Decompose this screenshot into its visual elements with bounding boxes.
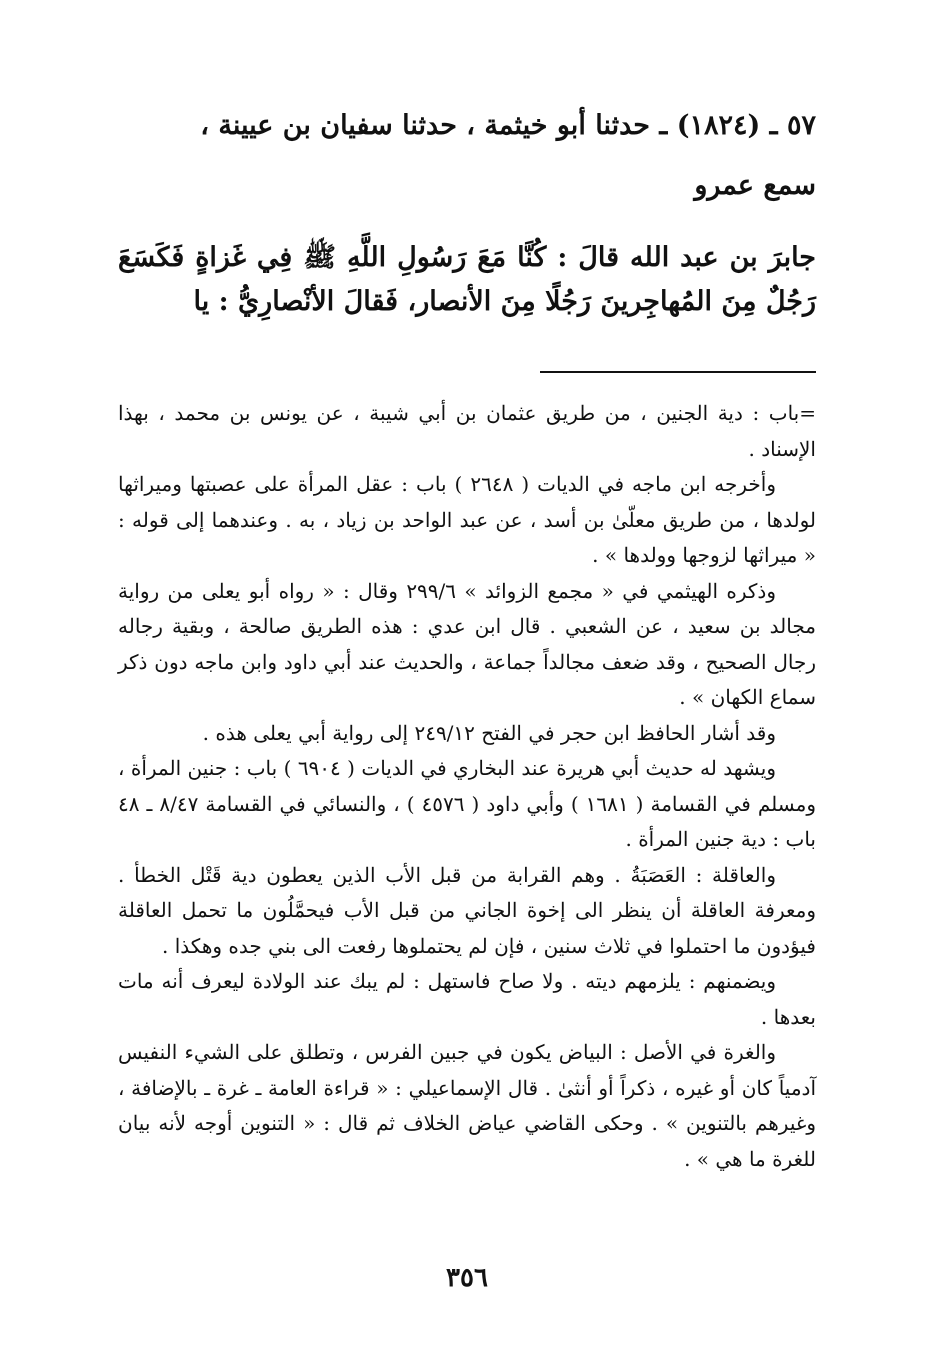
footnote-aqila: والعاقلة : العَصَبَةُ . وهم القرابة من قبل الأب الذين يعطون دية قَتْل الخطأ . ومعرفة العاقلة أن ينظر الى إخوة الجاني من قبل الأب فيحمَّلُون ما تحمل العاقلة فيؤدون ما احتملوا في ثلاث سنين ، فإن لم يحتملوها رفعت الى بني جده وهكذا . (118, 862, 816, 958)
footnote-witness: ويشهد له حديث أبي هريرة عند البخاري في الديات ( ٦٩٠٤ ) باب : جنين المرأة ، ومسلم في القسامة ( ١٦٨١ ) وأبي داود ( ٤٥٧٦ ) ، والنسائي في القسامة ٨/٤٧ ـ ٤٨ باب : دية جنين المرأة . (118, 756, 817, 851)
footnote-ghurra: والغرة في الأصل : البياض يكون في جبين الفرس ، وتطلق على الشيء النفيس آدمياً كان أو غيره ، ذكراً أو أنثىٰ . قال الإسماعيلي : « قراءة العامة ـ غرة ـ بالإضافة ، وغيرهم بالتنوين » . وحكى القاضي عياض الخلاف ثم قال : « التنوين أوجه لأنه بيان للغرة ما هي » . (118, 1040, 816, 1171)
footnotes (118, 396, 816, 1177)
hadith-header-line-2: سمع عمرو (694, 170, 816, 201)
hadith-text: جابرَ بن عبد الله قالَ : كُنَّا مَعَ رَسُولِ اللَّهِ ﷺ فِي غَزاةٍ فَكَسَعَ رَجُلٌ مِنَ المُهاجِرينَ رَجُلًا مِنَ الأنصار، فَقالَ الأنْصارِيُّ : يا (118, 242, 816, 317)
footnote-yadmanuhum: ويضمنهم : يلزمهم ديته . ولا صاح فاستهل : لم يبك عند الولادة ليعرف أنه مات بعدها . (118, 969, 816, 1029)
footnote-ibn-hajar: وقد أشار الحافظ ابن حجر في الفتح ٢٤٩/١٢ إلى رواية أبي يعلى هذه . (202, 720, 776, 745)
hadith-header (118, 96, 816, 216)
hadith-header-line-1: ٥٧ ـ (١٨٢٤) ـ حدثنا أبو خيثمة ، حدثنا سفيان بن عيينة ، (200, 110, 816, 141)
footnote-haythami: وذكره الهيثمي في « مجمع الزوائد » ٢٩٩/٦ وقال : « رواه أبو يعلى من رواية مجالد بن سعيد ، عن الشعبي . قال ابن عدي : هذه الطريق صالحة ، وبقية رجاله رجال الصحيح ، وقد ضعف مجالداً جماعة ، والحديث عند أبي داود وابن ماجه دون ذكر سماع الكهان » . (118, 578, 816, 709)
footnote-continuation: =باب : دية الجنين ، من طريق عثمان بن أبي شيبة ، عن يونس بن محمد ، بهذا الإسناد . (118, 401, 816, 461)
footnote-separator (540, 371, 816, 373)
footnote-ibn-majah: وأخرجه ابن ماجه في الديات ( ٢٦٤٨ ) باب : عقل المرأة على عصبتها وميراثها لولدها ، من طريق معلّىٰ بن أسد ، عن عبد الواحد بن زياد ، به . وعندهما إلى قوله : « ميراثها لزوجها وولدها » . (118, 472, 816, 567)
page-number: ٣٥٦ (446, 1263, 488, 1293)
